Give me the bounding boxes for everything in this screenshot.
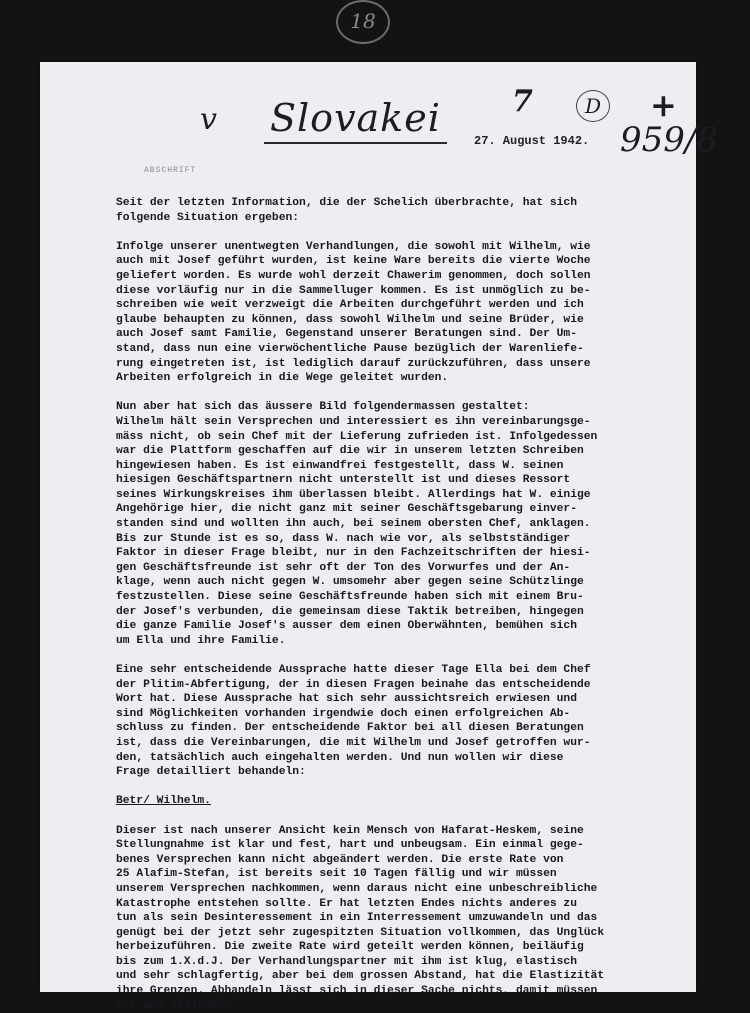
text-line: Katastrophe entstehen sollte. Er hat letzten Endes nichts anderes zu — [116, 897, 577, 910]
text-line: den, tatsächlich auch eingehalten werden. Und nun wollen wir diese — [116, 751, 564, 764]
text-line: Bis zur Stunde ist es so, dass W. nach wie vor, als selbstständiger — [116, 532, 571, 545]
text-line: ist, dass die Vereinbarungen, die mit Wilhelm und Josef getroffen wur- — [116, 736, 591, 749]
paragraph-gap — [116, 648, 676, 663]
text-line: ihre Grenzen. Abhandeln lässt sich in dieser Sache nichts, damit müssen — [116, 985, 598, 998]
text-line: Infolge unserer unentwegten Verhandlungen, die sowohl mit Wilhelm, wie — [116, 240, 591, 253]
text-line: unserem Versprechen nachkommen, wenn daraus nicht eine unbeschreibliche — [116, 882, 598, 895]
text-line: Nun aber hat sich das äussere Bild folgendermassen gestaltet: — [116, 401, 530, 414]
text-line: und sehr schlagfertig, aber bei dem grossen Abstand, hat die Elastizität — [116, 970, 605, 983]
text-line: war die Plattform geschaffen auf die wir in unserem letzten Schreiben — [116, 445, 584, 458]
paragraph — [116, 196, 676, 225]
text-line: Stellungnahme ist klar und fest, hart und unbeugsam. Ein einmal gege- — [116, 839, 584, 852]
text-line: Arbeiten erfolgreich in die Wege geleitet wurden. — [116, 372, 449, 385]
text-line: auch Josef samt Familie, Gegenstand unserer Beratungen sind. Der Um- — [116, 328, 577, 341]
text-line: standen sind und wollten ihn auch, bei seinem obersten Chef, anklagen. — [116, 518, 591, 531]
text-line: herbeizuführen. Die zweite Rate wird geteilt werden können, beiläufig — [116, 941, 584, 954]
text-line: benes Versprechen kann nicht abgeändert werden. Die erste Rate von — [116, 853, 564, 866]
text-line: genügt bei der jetzt sehr zugespitzten Situation vollkommen, das Unglück — [116, 926, 605, 939]
text-line: Eine sehr entscheidende Aussprache hatte dieser Tage Ella bei dem Chef — [116, 664, 591, 676]
text-line: Faktor in dieser Frage bleibt, nur in den Fachzeitschriften der hiesi- — [116, 547, 591, 560]
paragraph-gap — [116, 225, 676, 240]
text-line: Seit der letzten Information, die der Schelich überbrachte, hat sich — [116, 197, 577, 209]
text-line: folgende Situation ergeben: — [116, 211, 300, 224]
text-line: 25 Alafim-Stefan, ist bereits seit 10 Tagen fällig und wir müssen — [116, 868, 557, 881]
text-line: der Plitim-Abfertigung, der in diesen Fragen beinahe das entscheidende — [116, 678, 591, 691]
text-line: seines Wirkungskreises ihm überlassen bleibt. Allerdings hat W. einige — [116, 488, 591, 501]
text-line: die ganze Familie Josef's ausser dem einen Oberwähnten, bemühen sich — [116, 620, 577, 633]
text-line: stand, dass nun eine vierwöchentliche Pause bezüglich der Warenliefe- — [116, 342, 584, 355]
text-line: hiesigen Geschäftspartnern nicht unterstellt ist und dieses Ressort — [116, 474, 571, 487]
text-line: wir uns abfinden. — [116, 999, 232, 1012]
document-page — [40, 62, 718, 1012]
typed-letter-body — [116, 196, 676, 1013]
handwritten-circled-letter: D — [576, 90, 610, 122]
text-line: Angehörige hier, die nicht ganz mit seiner Geschäftsgebarung einver- — [116, 503, 577, 516]
paragraph — [116, 824, 676, 1013]
handwritten-title: Slovakei — [264, 96, 447, 144]
text-line: hingewiesen haben. Es ist einwandfrei festgestellt, dass W. seinen — [116, 459, 564, 472]
paragraph — [116, 663, 676, 780]
text-line: festzustellen. Diese seine Geschäftsfreunde haben sich mit einem Bru- — [116, 591, 584, 604]
paragraph-gap — [116, 780, 676, 795]
text-line: geliefert worden. Es wurde wohl derzeit Chawerim genommen, doch sollen — [116, 269, 591, 282]
handwritten-reference-number: 959/8 — [620, 120, 718, 160]
paragraph — [116, 400, 676, 648]
text-line: Frage detailliert behandeln: — [116, 766, 306, 779]
text-line: tun als sein Desinteressement in ein Interressement umzuwandeln und das — [116, 912, 598, 925]
text-line: schreiben wie weit verzweigt die Arbeiten durchgeführt werden und ich — [116, 299, 584, 312]
handwritten-number: 7 — [512, 84, 533, 119]
text-line: um Ella und ihre Familie. — [116, 634, 286, 647]
text-line: klage, wenn auch nicht gegen W. umsomehr aber gegen seine Schützlinge — [116, 576, 584, 589]
text-line: sind Möglichkeiten vorhanden irgendwie doch einen erfolgreichen Ab- — [116, 707, 571, 720]
paragraph-gap — [116, 809, 676, 824]
text-line: mäss nicht, ob sein Chef mit der Lieferung zufrieden ist. Infolgedessen — [116, 430, 598, 443]
text-line: der Josef's verbunden, die gemeinsam diese Taktik betreiben, hingegen — [116, 605, 584, 618]
folder-number: 18 — [336, 0, 390, 44]
text-line: diese vorläufig nur in die Sammelluger kommen. Es ist unmöglich zu be- — [116, 284, 591, 297]
section-heading — [116, 794, 676, 809]
text-line: Betr/ Wilhelm. — [116, 795, 211, 808]
paragraph-gap — [116, 386, 676, 401]
faint-stamp: ABSCHRIFT — [144, 166, 197, 175]
paragraph — [116, 240, 676, 386]
text-line: bis zum 1.X.d.J. Der Verhandlungspartner mit ihm ist klug, elastisch — [116, 955, 577, 968]
text-line: Wort hat. Diese Aussprache hat sich sehr aussichtsreich erwiesen und — [116, 693, 577, 706]
text-line: auch mit Josef geführt wurden, ist keine Ware bereits die vierte Woche — [116, 255, 591, 268]
text-line: Wilhelm hält sein Versprechen und interessiert es ihn vereinbarungsge- — [116, 415, 591, 428]
text-line: rung eingetreten ist, ist lediglich darauf zurückzuführen, dass unsere — [116, 357, 591, 370]
text-line: gen Geschäftsfreunde ist sehr oft der Ton des Vorwurfes und der An- — [116, 561, 571, 574]
text-line: schluss zu finden. Der entscheidende Faktor bei all diesen Beratungen — [116, 722, 584, 735]
handwritten-plus: + — [650, 86, 677, 124]
text-line: Dieser ist nach unserer Ansicht kein Mensch von Hafarat-Heskem, seine — [116, 824, 584, 837]
document-date: 27. August 1942. — [474, 134, 590, 148]
handwritten-check-mark: v — [200, 102, 217, 137]
text-line: glaube behaupten zu können, dass sowohl Wilhelm und seine Brüder, wie — [116, 313, 584, 326]
